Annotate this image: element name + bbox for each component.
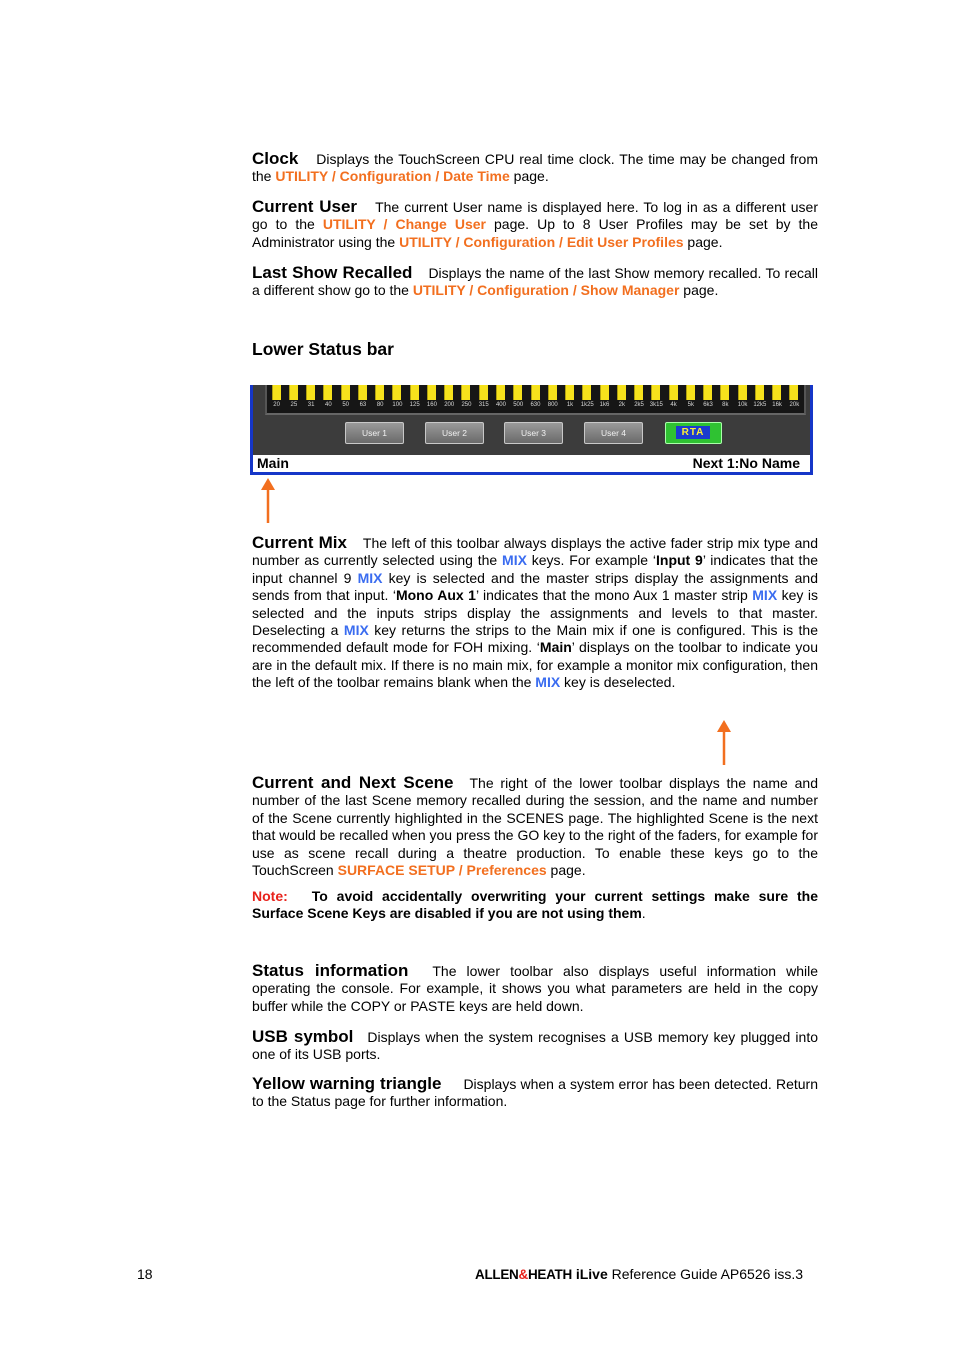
utility-link: UTILITY bbox=[399, 233, 452, 250]
rta-frequency-label: 250 bbox=[461, 402, 472, 408]
rta-label: RTA bbox=[676, 426, 710, 439]
rta-frequency-label: 80 bbox=[376, 402, 384, 408]
rta-frequency-label: 25 bbox=[290, 402, 298, 408]
current-user-text-end: page. bbox=[683, 233, 723, 250]
mix-key-label: MIX bbox=[535, 674, 561, 691]
separator: / bbox=[328, 168, 340, 185]
rta-bar bbox=[289, 385, 298, 400]
user-2-button[interactable]: User 2 bbox=[425, 422, 484, 444]
rta-bar bbox=[375, 385, 384, 400]
rta-frequency-label: 3k15 bbox=[649, 402, 663, 408]
last-show-text-end: page. bbox=[679, 282, 719, 299]
next-scene-label: Next 1:No Name bbox=[692, 455, 800, 471]
scene-paragraph bbox=[252, 774, 818, 879]
rta-bar bbox=[686, 385, 695, 400]
rta-bar bbox=[513, 385, 522, 400]
date-time-link: Date Time bbox=[443, 168, 510, 185]
product-name: iLive bbox=[571, 1266, 608, 1282]
lower-status-bar-screenshot bbox=[250, 385, 813, 475]
rta-bar bbox=[738, 385, 747, 400]
utility-link: UTILITY bbox=[322, 216, 376, 233]
rta-frequency-label: 1k25 bbox=[580, 402, 594, 408]
rta-frequency-label: 4k bbox=[670, 402, 677, 408]
rta-frequency-label: 160 bbox=[426, 402, 437, 408]
last-show-term: Last Show Recalled bbox=[252, 263, 413, 282]
warning-term: Yellow warning triangle bbox=[252, 1074, 442, 1093]
warning-paragraph bbox=[252, 1075, 818, 1111]
rta-bar bbox=[669, 385, 678, 400]
rta-bar bbox=[617, 385, 626, 400]
rta-frequency-label: 500 bbox=[513, 402, 524, 408]
current-mix-paragraph bbox=[252, 534, 818, 692]
mix-key-label: MIX bbox=[343, 622, 369, 639]
edit-user-profiles-link: Edit User Profiles bbox=[566, 233, 684, 250]
separator: / bbox=[431, 168, 444, 185]
current-mix-text: key is deselected. bbox=[560, 674, 676, 691]
rta-bar bbox=[772, 385, 781, 400]
brand-logo bbox=[475, 1267, 572, 1282]
rta-bar bbox=[548, 385, 557, 400]
rta-meter-strip bbox=[265, 385, 806, 415]
rta-bar bbox=[444, 385, 453, 400]
current-user-text-2: page. Up to 8 User Profiles may be set by the Administrator using the bbox=[252, 216, 819, 250]
surface-setup-link: SURFACE SETUP bbox=[337, 862, 455, 879]
clock-term: Clock bbox=[252, 149, 299, 168]
status-info-text: The lower toolbar also displays useful information while operating the console. For example, it shows you what parameters are held in the copy buffer while the COPY or PASTE keys are held down. bbox=[252, 963, 818, 1014]
rta-bar bbox=[323, 385, 332, 400]
arrow-up-icon bbox=[259, 477, 277, 525]
rta-frequency-label: 31 bbox=[307, 402, 315, 408]
status-info-paragraph bbox=[252, 962, 818, 1015]
user-1-button[interactable]: User 1 bbox=[345, 422, 404, 444]
rta-bar bbox=[634, 385, 643, 400]
rta-bar bbox=[651, 385, 660, 400]
rta-frequency-label: 125 bbox=[409, 402, 420, 408]
current-mix-text: key returns the strips to the Main mix if one is configured. This is the recommended default mode for FOH mixing. ‘ bbox=[252, 622, 819, 656]
separator: / bbox=[555, 233, 567, 250]
clock-paragraph bbox=[252, 150, 818, 186]
rta-frequency-label: 100 bbox=[392, 402, 403, 408]
main-example: Main bbox=[539, 639, 572, 656]
utility-link: UTILITY bbox=[275, 168, 328, 185]
usb-paragraph bbox=[252, 1028, 818, 1064]
rta-bar bbox=[306, 385, 315, 400]
rta-frequency-label: 40 bbox=[325, 402, 332, 408]
rta-bar bbox=[358, 385, 367, 400]
page-number: 18 bbox=[137, 1266, 153, 1282]
rta-frequency-label: 16k bbox=[772, 402, 782, 408]
separator: / bbox=[454, 862, 467, 879]
brand-heath: HEATH bbox=[527, 1267, 572, 1282]
current-user-paragraph bbox=[252, 198, 818, 251]
usb-term: USB symbol bbox=[252, 1027, 354, 1046]
current-mix-text: key is selected and the master strips display the assignments and sends from that input. ‘ bbox=[252, 569, 818, 604]
configuration-link: Configuration bbox=[477, 282, 569, 299]
current-mix-label: Main bbox=[257, 455, 289, 471]
current-mix-text: key is selected and the inputs strips display the assignments and levels to that master. Deselecting a bbox=[252, 587, 818, 639]
rta-frequency-label: 6k3 bbox=[703, 402, 713, 408]
mono-aux-example: Mono Aux 1 bbox=[395, 587, 476, 604]
scene-term: Current and Next Scene bbox=[252, 773, 454, 792]
rta-frequency-label: 400 bbox=[495, 402, 506, 408]
preferences-link: Preferences bbox=[466, 862, 547, 879]
lower-toolbar bbox=[253, 455, 810, 472]
note-paragraph bbox=[252, 888, 818, 923]
clock-text-end: page. bbox=[509, 168, 549, 185]
rta-frequency-label: 2k bbox=[618, 402, 625, 408]
lower-status-bar-heading: Lower Status bar bbox=[252, 339, 394, 359]
rta-bar bbox=[755, 385, 764, 400]
scene-text: The right of the lower toolbar displays the name and number of the last Scene memory recalled during the session, and the name and number of the Scene currently highlighted in the SCENES page. The highlighted Scene is the next that would be recalled when you press the GO key to the right of the faders, for example for use as scene recall during a theatre production. To enable these keys go to the TouchScreen bbox=[252, 775, 818, 879]
rta-frequency-label: 50 bbox=[342, 402, 349, 408]
rta-frequency-label: 1k6 bbox=[599, 402, 610, 408]
change-user-link: Change User bbox=[395, 216, 486, 233]
rta-frequency-label: 800 bbox=[547, 402, 558, 408]
separator: / bbox=[375, 216, 396, 233]
rta-bar bbox=[341, 385, 350, 400]
rta-bar bbox=[565, 385, 574, 400]
screenshot-panel bbox=[253, 385, 810, 455]
user-4-button[interactable]: User 4 bbox=[584, 422, 643, 444]
utility-link: UTILITY bbox=[412, 282, 466, 299]
rta-frequency-label: 5k bbox=[687, 402, 694, 408]
separator: / bbox=[465, 282, 478, 299]
current-mix-text: ’ displays on the toolbar to indicate you are in the default mix. If there is no main mix, for example a monitor mix configuration, then the left of the toolbar remains blank when the bbox=[252, 639, 818, 691]
current-mix-text: keys. For example ‘ bbox=[526, 552, 656, 569]
rta-bar bbox=[410, 385, 419, 400]
last-show-paragraph bbox=[252, 264, 818, 300]
mix-key-label: MIX bbox=[752, 587, 778, 604]
user-3-button[interactable]: User 3 bbox=[504, 422, 563, 444]
current-user-text: The current User name is displayed here. To log in as a different user go to the bbox=[252, 199, 819, 233]
status-info-term: Status information bbox=[252, 961, 409, 980]
current-mix-text: ’ indicates that the mono Aux 1 master strip bbox=[475, 587, 753, 604]
rta-bar bbox=[720, 385, 729, 400]
input-9-example: Input 9 bbox=[656, 552, 703, 569]
rta-bar bbox=[600, 385, 609, 400]
scene-text-end: page. bbox=[546, 862, 586, 879]
warning-text: Displays when a system error has been detected. Return to the Status page for further information. bbox=[252, 1076, 818, 1110]
rta-frequency-label: 12k5 bbox=[753, 402, 767, 408]
rta-frequency-label: 200 bbox=[444, 402, 455, 408]
rta-frequency-label: 630 bbox=[530, 402, 541, 408]
current-mix-text: The left of this toolbar always displays the active fader strip mix type and number as currently selected using the bbox=[252, 535, 818, 569]
footer-title bbox=[475, 1266, 803, 1282]
rta-bar bbox=[789, 385, 798, 400]
rta-frequency-label: 8k bbox=[722, 402, 729, 408]
rta-bar bbox=[582, 385, 591, 400]
rta-frequency-label: 2k5 bbox=[634, 402, 644, 408]
rta-bar bbox=[392, 385, 401, 400]
rta-frequency-label: 63 bbox=[359, 402, 367, 408]
note-end: . bbox=[641, 905, 646, 922]
configuration-link: Configuration bbox=[463, 233, 556, 250]
rta-bar bbox=[461, 385, 470, 400]
rta-frequency-label: 20k bbox=[789, 402, 800, 408]
rta-bar bbox=[496, 385, 505, 400]
separator: / bbox=[568, 282, 581, 299]
clock-text: Displays the TouchScreen CPU real time clock. The time may be changed from the bbox=[252, 151, 818, 185]
rta-frequency-label: 1k bbox=[566, 402, 574, 408]
brand-ampersand: & bbox=[518, 1267, 528, 1282]
mix-key-label: MIX bbox=[502, 552, 527, 569]
current-user-term: Current User bbox=[252, 197, 358, 216]
rta-frequency-label: 10k bbox=[737, 402, 748, 408]
separator: / bbox=[451, 233, 464, 250]
rta-bar bbox=[479, 385, 488, 400]
note-label: Note: bbox=[252, 888, 288, 904]
rta-frequency-label: 315 bbox=[478, 402, 489, 408]
show-manager-link: Show Manager bbox=[580, 282, 680, 299]
rta-bar bbox=[272, 385, 281, 400]
rta-bar bbox=[703, 385, 712, 400]
note-text: To avoid accidentally overwriting your current settings make sure the Surface Scene Keys are disabled if you are not using them bbox=[252, 888, 818, 922]
rta-bar bbox=[427, 385, 436, 400]
usb-text: Displays when the system recognises a USB memory key plugged into one of its USB ports. bbox=[252, 1029, 818, 1063]
mix-key-label: MIX bbox=[357, 569, 383, 586]
rta-frequency-label: 20 bbox=[273, 402, 280, 408]
brand-allen: ALLEN bbox=[475, 1267, 519, 1282]
current-mix-text: ’ indicates that the input channel 9 bbox=[252, 552, 819, 586]
rta-bar bbox=[531, 385, 540, 400]
last-show-text: Displays the name of the last Show memory recalled. To recall a different show go to the bbox=[252, 265, 818, 299]
configuration-link: Configuration bbox=[339, 168, 432, 185]
current-mix-term: Current Mix bbox=[252, 533, 347, 552]
arrow-up-icon bbox=[715, 719, 733, 767]
rta-button[interactable] bbox=[665, 422, 722, 444]
document-reference: Reference Guide AP6526 iss.3 bbox=[607, 1266, 804, 1282]
